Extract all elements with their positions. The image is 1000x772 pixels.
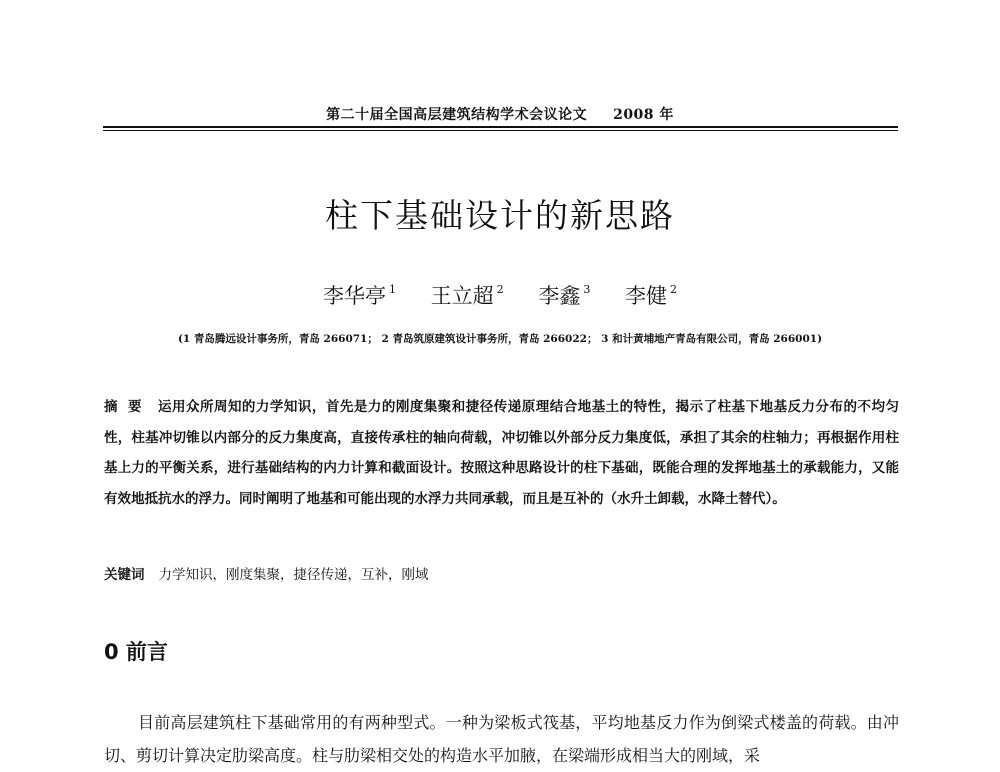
author-affil-mark: 3 — [583, 283, 591, 296]
running-header — [0, 104, 1000, 124]
abstract-text: 运用众所周知的力学知识，首先是力的刚度集聚和捷径传递原理结合地基土的特性，揭示了柱基下地基反力分布的不均匀性，柱基冲切锥以内部分的反力集度高，直接传承柱的轴向荷载，冲切锥以外部分反力集度低，承担了其余的柱轴力；再根据作用柱基上力的平衡关系，进行基础结构的内力计算和截面设计。按照这种思路设计的柱下基础，既能合理的发挥地基土的承载能力，又能有效地抵抗水的浮力。同时阐明了地基和可能出现的水浮力共同承载，而且是互补的（水升土卸载，水降土替代）。 — [104, 399, 900, 507]
keywords-text: 力学知识，刚度集聚，捷径传递，互补，刚域 — [158, 567, 429, 583]
abstract-label: 摘要 — [104, 399, 152, 415]
header-rule-thick — [103, 126, 898, 128]
author — [625, 284, 677, 308]
header-year: 2008 年 — [613, 107, 674, 123]
section-heading: 0 前言 — [104, 640, 168, 664]
author — [431, 284, 504, 308]
paper-title: 柱下基础设计的新思路 — [325, 196, 675, 235]
author-name: 李健 — [625, 284, 668, 308]
author-name: 李鑫 — [538, 284, 581, 308]
author-list — [0, 280, 1000, 310]
author-affil-mark: 2 — [670, 283, 678, 296]
abstract — [104, 392, 899, 514]
header-conference: 第二十届全国高层建筑结构学术会议论文 — [326, 107, 588, 123]
author-affil-mark: 2 — [496, 283, 504, 296]
body-paragraph: 目前高层建筑柱下基础常用的有两种型式。一种为梁板式筏基，平均地基反力作为倒梁式楼盖的荷载。由冲切、剪切计算决定肋梁高度。柱与肋梁相交处的构造水平加腋，在梁端形成相当大的刚域，采 — [104, 713, 899, 765]
header-rule-thin — [103, 130, 898, 131]
author-name: 王立超 — [430, 284, 494, 308]
affiliations: (1 青岛腾远设计事务所，青岛 266071； 2 青岛筑原建筑设计事务所，青岛 266022； 3 和计黄埔地产青岛有限公司，青岛 266001) — [177, 333, 823, 345]
keywords — [104, 560, 899, 590]
author — [538, 284, 590, 308]
keywords-label: 关键词 — [104, 567, 145, 583]
author — [323, 284, 396, 308]
author-name: 李华亭 — [322, 284, 386, 308]
author-affil-mark: 1 — [388, 283, 396, 296]
